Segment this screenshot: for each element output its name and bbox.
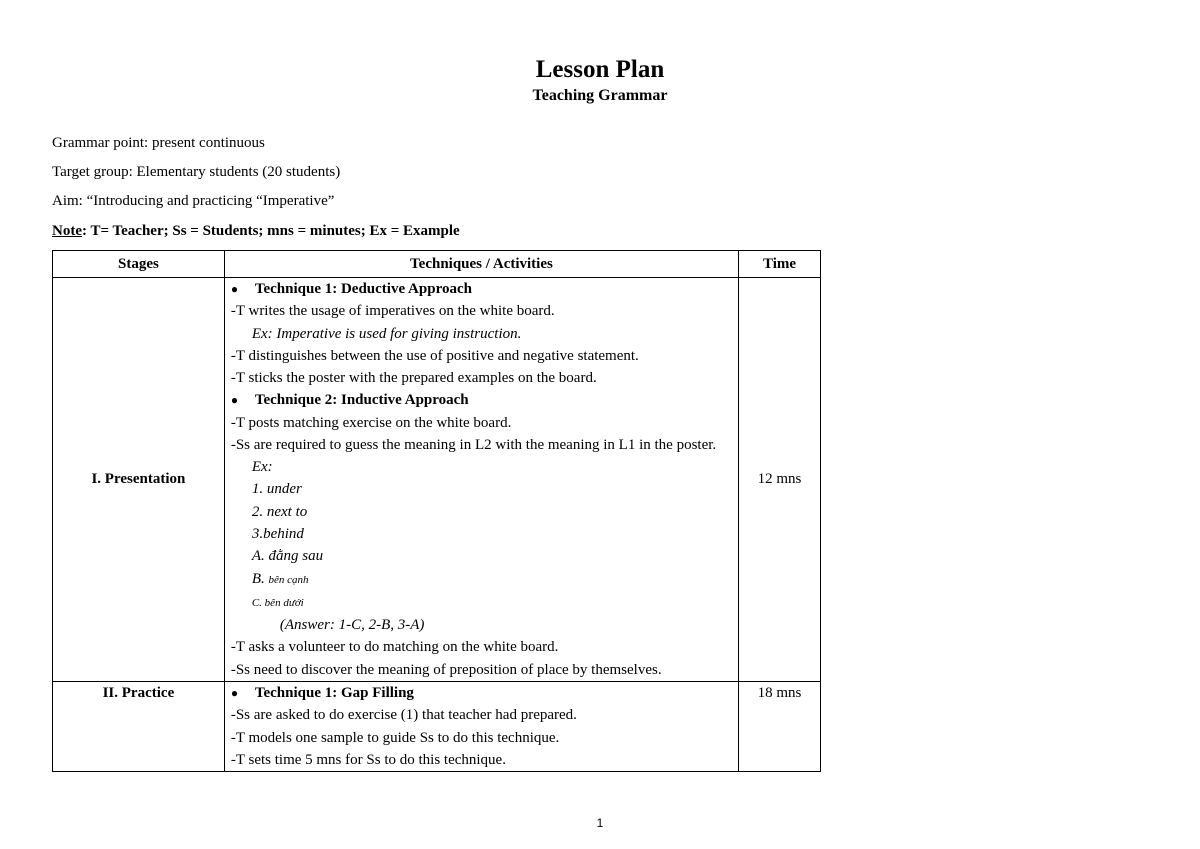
table-row [53, 278, 821, 682]
time-presentation: 12 mns [739, 278, 821, 682]
list-item [231, 682, 732, 704]
bullet-icon: ● [230, 686, 239, 701]
lesson-table [52, 250, 821, 772]
list-item: -T distinguishes between the use of positive and negative statement. [230, 347, 639, 364]
time-practice: 18 mns [739, 682, 821, 772]
target-group: Target group: Elementary students (20 students) [52, 164, 341, 180]
page-title: Lesson Plan [535, 56, 665, 83]
example-line: B. bên cạnh [251, 570, 309, 587]
table-row [53, 682, 821, 772]
example-line: Ex: Imperative is used for giving instruction. [251, 325, 522, 342]
example-small-text: bên cạnh [268, 573, 309, 586]
page-subtitle: Teaching Grammar [532, 87, 668, 104]
example-line: 1. under [251, 481, 302, 498]
technique-title: Technique 2: Inductive Approach [254, 392, 469, 409]
list-item: -T models one sample to guide Ss to do this technique. [230, 729, 560, 746]
grammar-point: Grammar point: present continuous [52, 135, 265, 151]
page-number: 1 [596, 816, 604, 830]
list-item: -T sets time 5 mns for Ss to do this technique. [230, 751, 506, 768]
technique-title: Technique 1: Deductive Approach [254, 281, 472, 297]
header-time: Time [739, 251, 821, 278]
example-line: Ex: [251, 459, 273, 476]
note [52, 221, 460, 241]
example-small-text: C. bên dưới [251, 596, 304, 609]
bullet-icon: ● [230, 282, 239, 296]
list-item [231, 389, 732, 411]
example-line: 2. next to [251, 503, 308, 520]
aim: Aim: “Introducing and practicing “Imperative” [52, 193, 335, 209]
list-item [231, 278, 732, 300]
activities-practice [224, 682, 738, 772]
note-label: Note [52, 223, 82, 239]
list-item: -T posts matching exercise on the white board. [230, 414, 512, 431]
list-item: -Ss need to discover the meaning of preposition of place by themselves. [230, 661, 662, 678]
answer-line: (Answer: 1-C, 2-B, 3-A) [279, 617, 425, 634]
bullet-icon: ● [230, 393, 239, 408]
header-stages: Stages [53, 251, 225, 278]
table-header-row [53, 251, 821, 278]
list-item: -Ss are required to guess the meaning in L2 with the meaning in L1 in the poster. [230, 437, 717, 454]
stage-presentation: I. Presentation [53, 278, 225, 682]
list-item: -T writes the usage of imperatives on the white board. [230, 303, 555, 320]
stage-practice: II. Practice [53, 682, 225, 772]
list-item: -T sticks the poster with the prepared examples on the board. [230, 370, 597, 387]
example-line [231, 591, 732, 614]
list-item: -T asks a volunteer to do matching on the white board. [230, 639, 559, 656]
note-text: : T= Teacher; Ss = Students; mns = minutes; Ex = Example [82, 223, 460, 239]
header-activities: Techniques / Activities [224, 251, 738, 278]
activities-presentation [224, 278, 738, 682]
example-line: 3.behind [251, 525, 304, 542]
technique-title: Technique 1: Gap Filling [254, 685, 414, 702]
list-item: -Ss are asked to do exercise (1) that teacher had prepared. [230, 707, 577, 724]
example-line: A. đằng sau [251, 548, 324, 565]
